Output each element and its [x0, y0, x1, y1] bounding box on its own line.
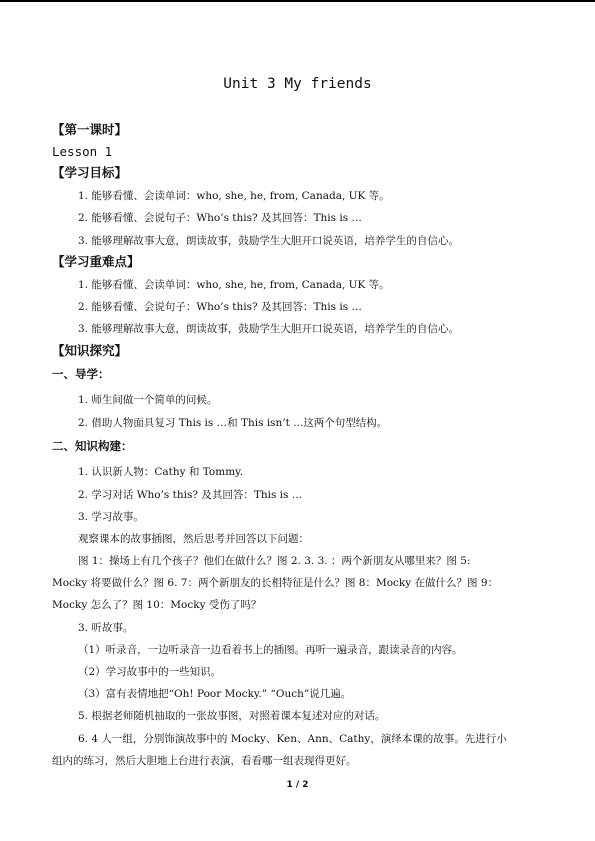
observe-text: 观察课本的故事插图，然后思考并回答以下问题： — [78, 533, 309, 545]
guide-heading: 一、导学： — [52, 367, 110, 381]
question-line: Mocky 怎么了？图 10：Mocky 受伤了吗？ — [52, 599, 262, 611]
question-line: Mocky 将要做什么？图 6. 7：两个新朋友的长相特征是什么？图 8：Mocky 在做什么？图 9： — [52, 577, 499, 589]
page-title: Unit 3 My friends — [223, 76, 372, 92]
build-item: 3. 学习故事。 — [78, 511, 144, 523]
explore-heading: 【知识探究】 — [52, 343, 128, 358]
step-five: 5. 根据老师随机抽取的一张故事图，对照着课本复述对应的对话。 — [78, 710, 386, 722]
listen-substep: （3）富有表情地把“Oh! Poor Mocky.” “Ouch”说几遍。 — [78, 688, 352, 700]
build-heading: 二、知识构建： — [52, 439, 133, 453]
lesson-label: Lesson 1 — [52, 144, 113, 159]
question-line: 图 1：操场上有几个孩子？他们在做什么？图 2. 3. 3. ：两个新朋友从哪里来？图 5: — [78, 555, 471, 567]
listen-substep: （1）听录音，一边听录音一边看着书上的插图。再听一遍录音，跟读录音的内容。 — [78, 644, 463, 656]
top-rule — [0, 0, 595, 2]
goals-heading: 【学习目标】 — [52, 165, 128, 180]
goal-item: 2. 能够看懂、会说句子：Who’s this? 及其回答：This is … — [78, 212, 362, 224]
build-item: 2. 学习对话 Who’s this? 及其回答：This is … — [78, 489, 303, 501]
listen-substep: （2）学习故事中的一些知识。 — [78, 666, 222, 678]
step-six-line: 组内的练习，然后大胆地上台进行表演，看看哪一组表现得更好。 — [52, 755, 357, 767]
keypoints-heading: 【学习重难点】 — [52, 254, 140, 269]
keypoint-item: 2. 能够看懂、会说句子：Who’s this? 及其回答：This is … — [78, 301, 362, 313]
keypoint-item: 1. 能够看懂、会读单词：who, she, he, from, Canada, UK 等。 — [78, 279, 390, 291]
build-item: 1. 认识新人物：Cathy 和 Tommy. — [78, 466, 244, 478]
guide-item: 1. 师生间做一个简单的问候。 — [78, 394, 218, 406]
guide-item: 2. 借助人物面具复习 This is …和 This isn’t ...这两个句型结构。 — [78, 417, 388, 429]
section-first-lesson: 【第一课时】 — [52, 122, 128, 137]
keypoint-item: 3. 能够理解故事大意，朗读故事，鼓励学生大胆开口说英语，培养学生的自信心。 — [78, 323, 459, 335]
step-six-line: 6. 4 人一组，分别饰演故事中的 Mocky、Ken、Ann、Cathy，演绎本课的故事。先进行小 — [78, 733, 507, 745]
goal-item: 3. 能够理解故事大意，朗读故事，鼓励学生大胆开口说英语，培养学生的自信心。 — [78, 235, 459, 247]
goal-item: 1. 能够看懂、会读单词：who, she, he, from, Canada, UK 等。 — [78, 190, 390, 202]
listen-step: 3. 听故事。 — [78, 622, 134, 634]
page-number: 1 / 2 — [286, 780, 309, 790]
